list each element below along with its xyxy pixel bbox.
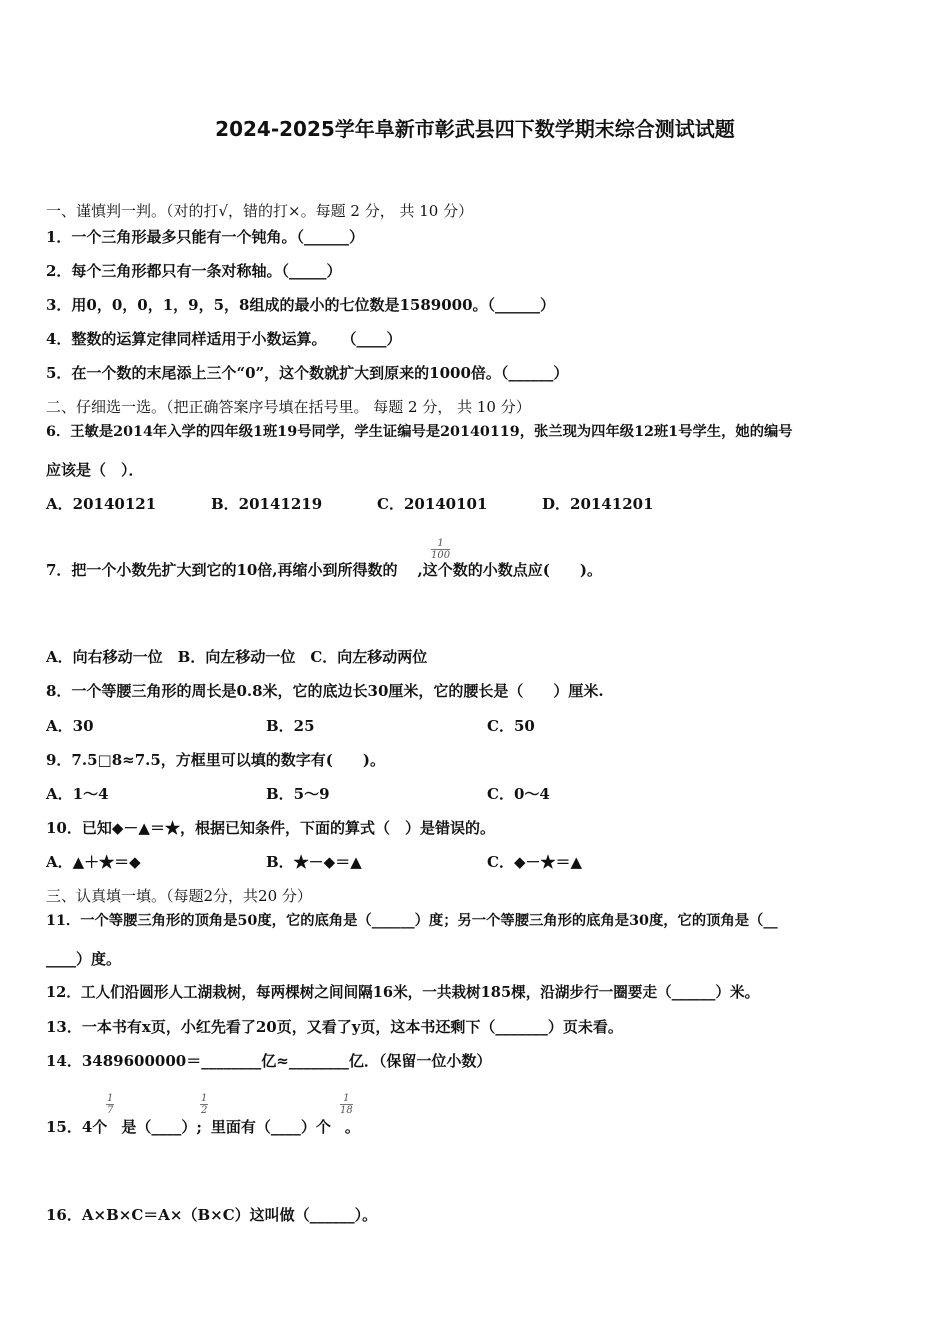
fraction-1-7 [106, 1093, 114, 1116]
question-3: 3．用0，0，0，1，9，5，8组成的最小的七位数是1589000。（______） [46, 296, 556, 314]
question-5: 5．在一个数的末尾添上三个“0”，这个数就扩大到原来的1000倍。（______） [46, 364, 569, 382]
question-6-line1: 6．王敏是2014年入学的四年级1班19号同学，学生证编号是20140119，张兰现为四年级12班1号学生，她的编号 [46, 424, 793, 440]
fraction-numerator: 1 [431, 538, 450, 550]
question-15 [46, 1117, 360, 1137]
question-7-text-after: ,这个数的小数点应( )。 [417, 561, 602, 579]
fraction-denominator: 100 [431, 550, 451, 561]
question-7-text-before: 7．把一个小数先扩大到它的10倍,再缩小到所得数的 [46, 561, 398, 579]
page-title: 2024-2025学年阜新市彰武县四下数学期末综合测试试题 [215, 117, 735, 141]
question-6-line2: 应该是（ ）． [46, 461, 144, 479]
q9-option-b: B．5～9 [266, 785, 330, 803]
fraction-1-18 [340, 1093, 353, 1116]
section-2-heading: 二、仔细选一选。（把正确答案序号填在括号里。 每题 2 分， 共 10 分） [46, 398, 531, 416]
fraction-1-2 [200, 1093, 208, 1116]
question-7 [46, 560, 602, 580]
q8-option-a: A．30 [46, 717, 94, 735]
question-1: 1．一个三角形最多只能有一个钝角。（______） [46, 228, 364, 246]
q7-options: A．向右移动一位 B．向左移动一位 C．向左移动两位 [46, 648, 428, 666]
q6-option-d: D．20141201 [542, 495, 654, 513]
q8-option-c: C．50 [487, 717, 535, 735]
fraction-numerator: 1 [201, 1093, 208, 1104]
section-3-heading: 三、认真填一填。（每题2分，共20 分） [46, 887, 312, 905]
question-13: 13．一本书有x页，小红先看了20页，又看了y页，这本书还剩下（_______）页未看。 [46, 1018, 623, 1036]
q10-option-b: B．★－◆＝▲ [266, 853, 362, 871]
question-12: 12．工人们沿圆形人工湖栽树，每两棵树之间间隔16米，一共栽树185棵，沿湖步行一圈要走（______）米。 [46, 984, 760, 1001]
q8-option-b: B．25 [266, 717, 315, 735]
q9-option-a: A．1～4 [46, 785, 109, 803]
question-15-part-a: 15．4个 [46, 1118, 108, 1136]
q6-option-b: B．20141219 [211, 495, 323, 513]
question-15-part-c: 里面有（____）个 [210, 1118, 331, 1136]
q10-option-a: A．▲＋★＝◆ [46, 853, 141, 871]
question-11-line2: ____）度。 [46, 950, 122, 968]
fraction-numerator: 1 [340, 1093, 353, 1105]
question-4: 4．整数的运算定律同样适用于小数运算。 （____） [46, 330, 402, 348]
question-15-part-b: 是（____）; [121, 1118, 202, 1136]
question-14: 14．3489600000＝________亿≈________亿．（保留一位小数） [46, 1052, 492, 1070]
fraction-1-100 [431, 538, 450, 561]
fraction-denominator: 7 [107, 1105, 114, 1116]
question-8: 8．一个等腰三角形的周长是0.8米，它的底边长30厘米，它的腰长是（ ）厘米. [46, 682, 604, 700]
q10-option-c: C．◆－★＝▲ [487, 853, 583, 871]
question-9: 9．7.5□8≈7.5，方框里可以填的数字有( )。 [46, 751, 386, 769]
q6-option-a: A．20140121 [46, 495, 157, 513]
question-16: 16．A×B×C＝A×（B×C）这叫做（______）。 [46, 1206, 378, 1224]
question-15-part-d: 。 [344, 1118, 360, 1136]
question-2: 2．每个三角形都只有一条对称轴。（_____） [46, 262, 342, 280]
fraction-numerator: 1 [107, 1093, 114, 1104]
q6-option-c: C．20140101 [377, 495, 488, 513]
fraction-denominator: 2 [201, 1105, 208, 1116]
q9-option-c: C．0～4 [487, 785, 550, 803]
section-1-heading: 一、谨慎判一判。（对的打√，错的打×。每题 2 分， 共 10 分） [46, 202, 474, 220]
question-11-line1: 11．一个等腰三角形的顶角是50度，它的底角是（______）度；另一个等腰三角形的底角是30度，它的顶角是（__ [46, 913, 778, 929]
question-10: 10．已知◆－▲＝★，根据已知条件，下面的算式（ ）是错误的。 [46, 819, 495, 837]
fraction-denominator: 18 [340, 1105, 353, 1116]
